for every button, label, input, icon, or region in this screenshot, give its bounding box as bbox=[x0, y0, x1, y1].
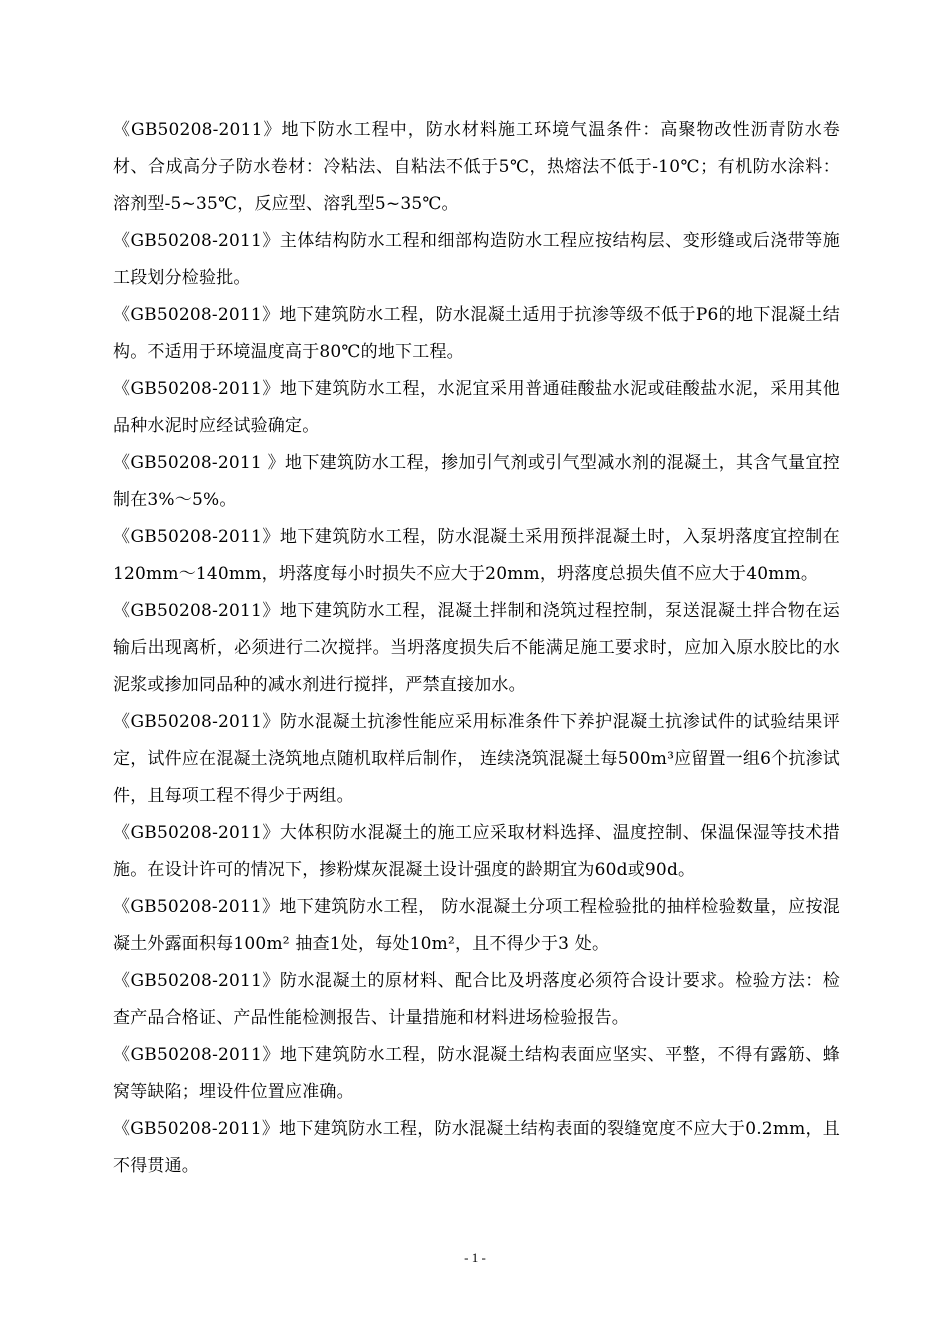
document-body bbox=[113, 112, 840, 1185]
paragraph-13: 《GB50208-2011》地下建筑防水工程，防水混凝土结构表面的裂缝宽度不应大于0.2mm，且不得贯通。 bbox=[113, 1119, 840, 1176]
page-number: - 1 - bbox=[464, 1250, 486, 1265]
paragraph-12: 《GB50208-2011》地下建筑防水工程，防水混凝土结构表面应坚实、平整，不得有露筋、蜂窝等缺陷；埋设件位置应准确。 bbox=[113, 1045, 840, 1102]
paragraph-11: 《GB50208-2011》防水混凝土的原材料、配合比及坍落度必须符合设计要求。检验方法：检查产品合格证、产品性能检测报告、计量措施和材料进场检验报告。 bbox=[113, 971, 840, 1028]
paragraph-6: 《GB50208-2011》地下建筑防水工程，防水混凝土采用预拌混凝土时，入泵坍落度宜控制在120mm～140mm，坍落度每小时损失不应大于20mm，坍落度总损失值不应大于40mm。 bbox=[113, 527, 840, 584]
paragraph-8: 《GB50208-2011》防水混凝土抗渗性能应采用标准条件下养护混凝土抗渗试件的试验结果评定，试件应在混凝土浇筑地点随机取样后制作， 连续浇筑混凝土每500m³应留置一组6个抗渗试件，且每项工程不得少于两组。 bbox=[113, 712, 840, 806]
paragraph-10: 《GB50208-2011》地下建筑防水工程， 防水混凝土分项工程检验批的抽样检验数量，应按混凝土外露面积每100m² 抽查1处，每处10m²，且不得少于3 处。 bbox=[113, 897, 840, 954]
paragraph-7: 《GB50208-2011》地下建筑防水工程，混凝土拌制和浇筑过程控制，泵送混凝土拌合物在运输后出现离析，必须进行二次搅拌。当坍落度损失后不能满足施工要求时，应加入原水胶比的水泥浆或掺加同品种的减水剂进行搅拌，严禁直接加水。 bbox=[113, 601, 840, 695]
paragraph-2: 《GB50208-2011》主体结构防水工程和细部构造防水工程应按结构层、变形缝或后浇带等施工段划分检验批。 bbox=[113, 231, 840, 288]
paragraph-9: 《GB50208-2011》大体积防水混凝土的施工应采取材料选择、温度控制、保温保湿等技术措施。在设计许可的情况下，掺粉煤灰混凝土设计强度的龄期宜为60d或90d。 bbox=[113, 823, 840, 880]
paragraph-1: 《GB50208-2011》地下防水工程中，防水材料施工环境气温条件：高聚物改性沥青防水卷材、合成高分子防水卷材：冷粘法、自粘法不低于5℃，热熔法不低于-10℃；有机防水涂料：溶剂型-5~35℃，反应型、溶乳型5~35℃。 bbox=[113, 120, 840, 214]
paragraph-5: 《GB50208-2011 》地下建筑防水工程，掺加引气剂或引气型减水剂的混凝土，其含气量宜控制在3%～5%。 bbox=[113, 453, 840, 510]
paragraph-4: 《GB50208-2011》地下建筑防水工程，水泥宜采用普通硅酸盐水泥或硅酸盐水泥，采用其他品种水泥时应经试验确定。 bbox=[113, 379, 840, 436]
paragraph-3: 《GB50208-2011》地下建筑防水工程，防水混凝土适用于抗渗等级不低于P6的地下混凝土结构。不适用于环境温度高于80℃的地下工程。 bbox=[113, 305, 840, 362]
